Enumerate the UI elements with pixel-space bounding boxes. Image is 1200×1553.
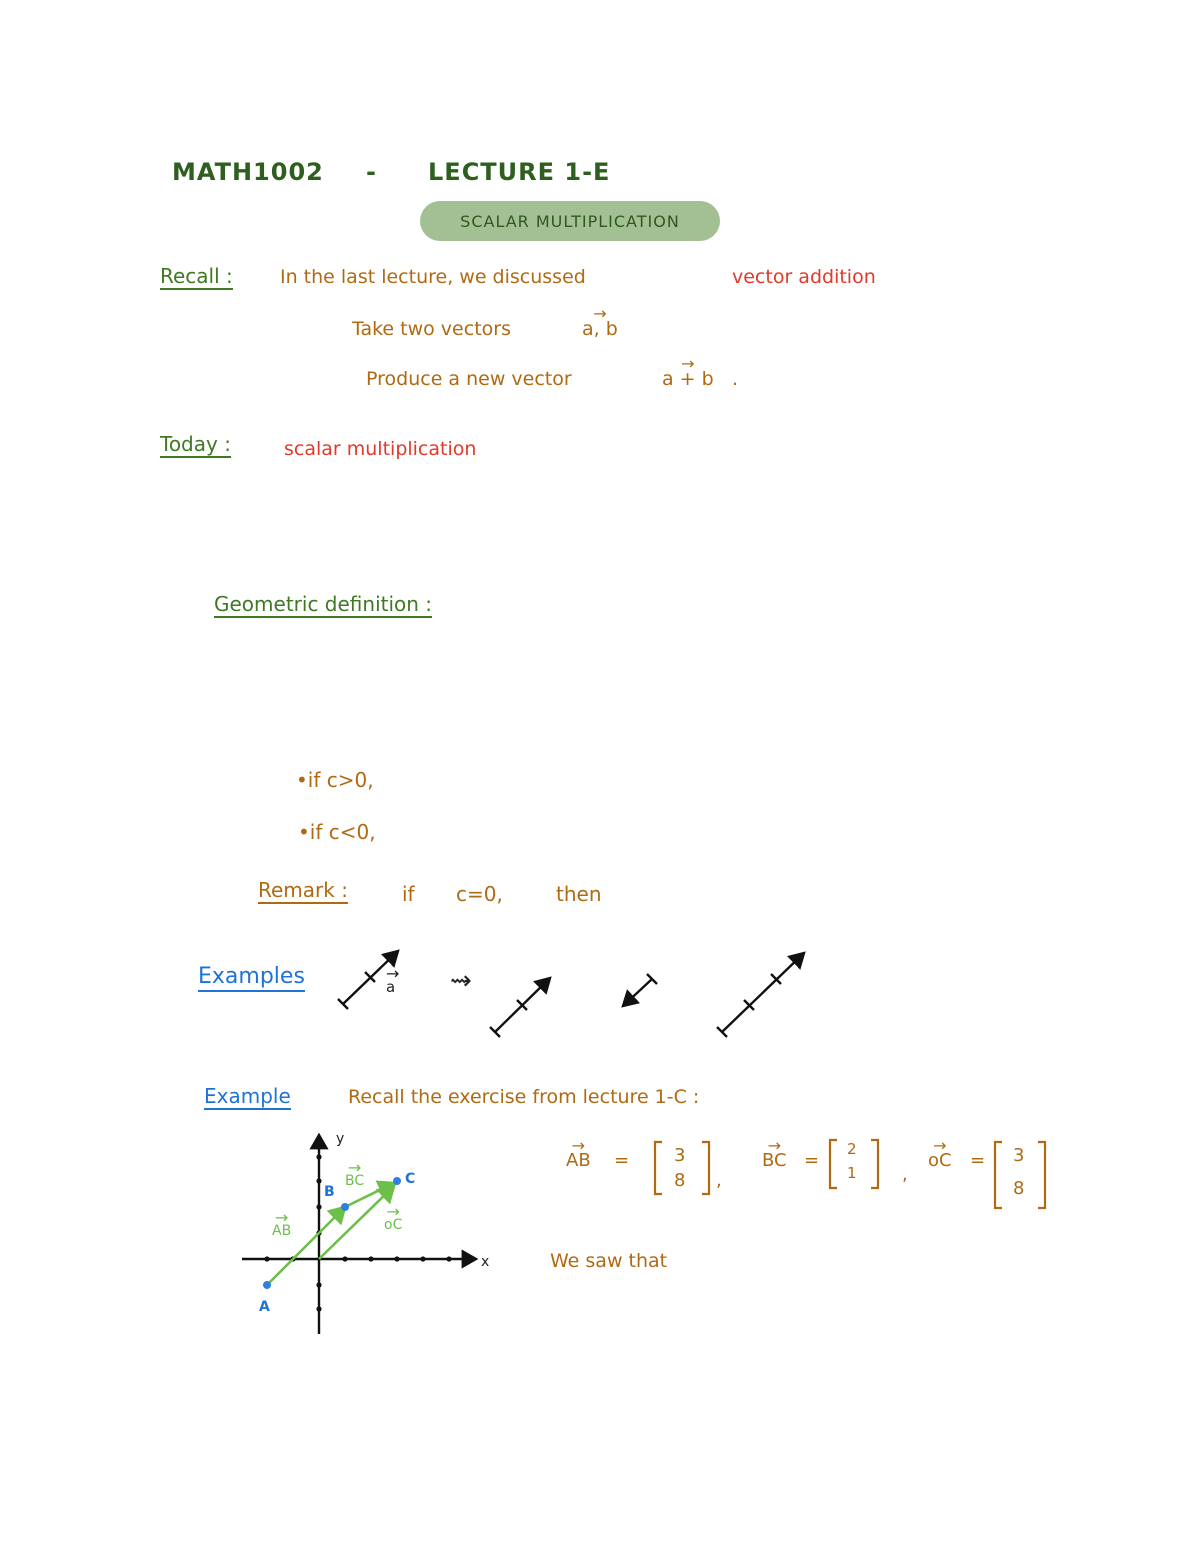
point-b-label: B — [324, 1184, 335, 1200]
eq-oc-equals: = — [970, 1150, 986, 1171]
eq-bc-vector: → BC — [762, 1152, 787, 1170]
eq-oc-bottom: 8 — [1013, 1178, 1025, 1199]
lecture-title: LECTURE 1-E — [428, 158, 611, 186]
eq-bc-top: 2 — [847, 1140, 857, 1158]
vector-ab-label-text: → AB — [272, 1224, 291, 1238]
examples-label: Examples — [198, 966, 305, 992]
eq-sep-2: , — [902, 1164, 908, 1185]
vectors-a-b: → a, b — [582, 320, 618, 339]
vector-sum: → a + b — [662, 370, 714, 389]
remark-then: then — [556, 882, 602, 906]
example-text: Recall the exercise from lecture 1-C : — [348, 1086, 700, 1108]
point-a-label: A — [259, 1299, 270, 1315]
vector-bc-label — [345, 1174, 364, 1188]
recall-line2: Take two vectors — [352, 318, 511, 340]
example-vector-shifted — [490, 978, 550, 1037]
topic-badge-label: SCALAR MULTIPLICATION — [460, 212, 680, 231]
recall-highlight: vector addition — [732, 266, 876, 288]
point-a-dot — [263, 1281, 271, 1289]
today-topic: scalar multiplication — [284, 438, 477, 460]
example-vector-reversed — [623, 974, 657, 1006]
remark-condition: c=0, — [456, 882, 503, 906]
eq-bc-equals: = — [804, 1150, 820, 1171]
eq-ab-top: 3 — [674, 1145, 686, 1166]
x-axis-label: x — [481, 1254, 490, 1270]
remark-if: if — [402, 882, 415, 906]
remark-label: Remark : — [258, 878, 348, 902]
course-code: MATH1002 — [172, 158, 324, 186]
recall-label: Recall : — [160, 264, 233, 288]
y-axis-label: y — [336, 1131, 345, 1147]
recall-line1: In the last lecture, we discussed — [280, 266, 586, 288]
today-label: Today : — [160, 432, 231, 456]
vector-ab-label — [272, 1224, 291, 1238]
eq-oc-vector: → oC — [928, 1152, 952, 1170]
eq-ab-bottom: 8 — [674, 1170, 686, 1191]
point-c-label: C — [405, 1171, 416, 1187]
example-label: Example — [204, 1084, 291, 1108]
squiggle-arrow-icon: ⇝ — [450, 966, 472, 996]
recall-line3-period: . — [732, 368, 739, 390]
eq-bc-label — [762, 1152, 787, 1170]
vector-oc-label-text: → oC — [384, 1218, 402, 1232]
point-c-dot — [393, 1177, 401, 1185]
eq-bc-bottom: 1 — [847, 1164, 857, 1182]
title-dash: - — [366, 158, 377, 186]
point-b-dot — [341, 1203, 349, 1211]
eq-ab-equals: = — [614, 1150, 630, 1171]
eq-oc-label — [928, 1152, 952, 1170]
case-c-negative: •if c<0, — [298, 820, 376, 844]
case-c-positive: •if c>0, — [296, 768, 374, 792]
we-saw-that: We saw that — [550, 1250, 668, 1272]
vector-a-label: → a — [386, 980, 395, 995]
geometric-definition-label: Geometric definition : — [214, 592, 433, 616]
recall-line3: Produce a new vector — [366, 368, 572, 390]
eq-ab-vector: → AB — [566, 1152, 591, 1170]
vector-oc-label — [384, 1218, 402, 1232]
eq-ab-label — [566, 1152, 591, 1170]
eq-sep-1: , — [716, 1170, 722, 1191]
eq-oc-top: 3 — [1013, 1145, 1025, 1166]
example-vector-a — [338, 951, 398, 1009]
example-vector-scaled — [717, 953, 804, 1037]
vector-bc-label-text: → BC — [345, 1174, 364, 1188]
